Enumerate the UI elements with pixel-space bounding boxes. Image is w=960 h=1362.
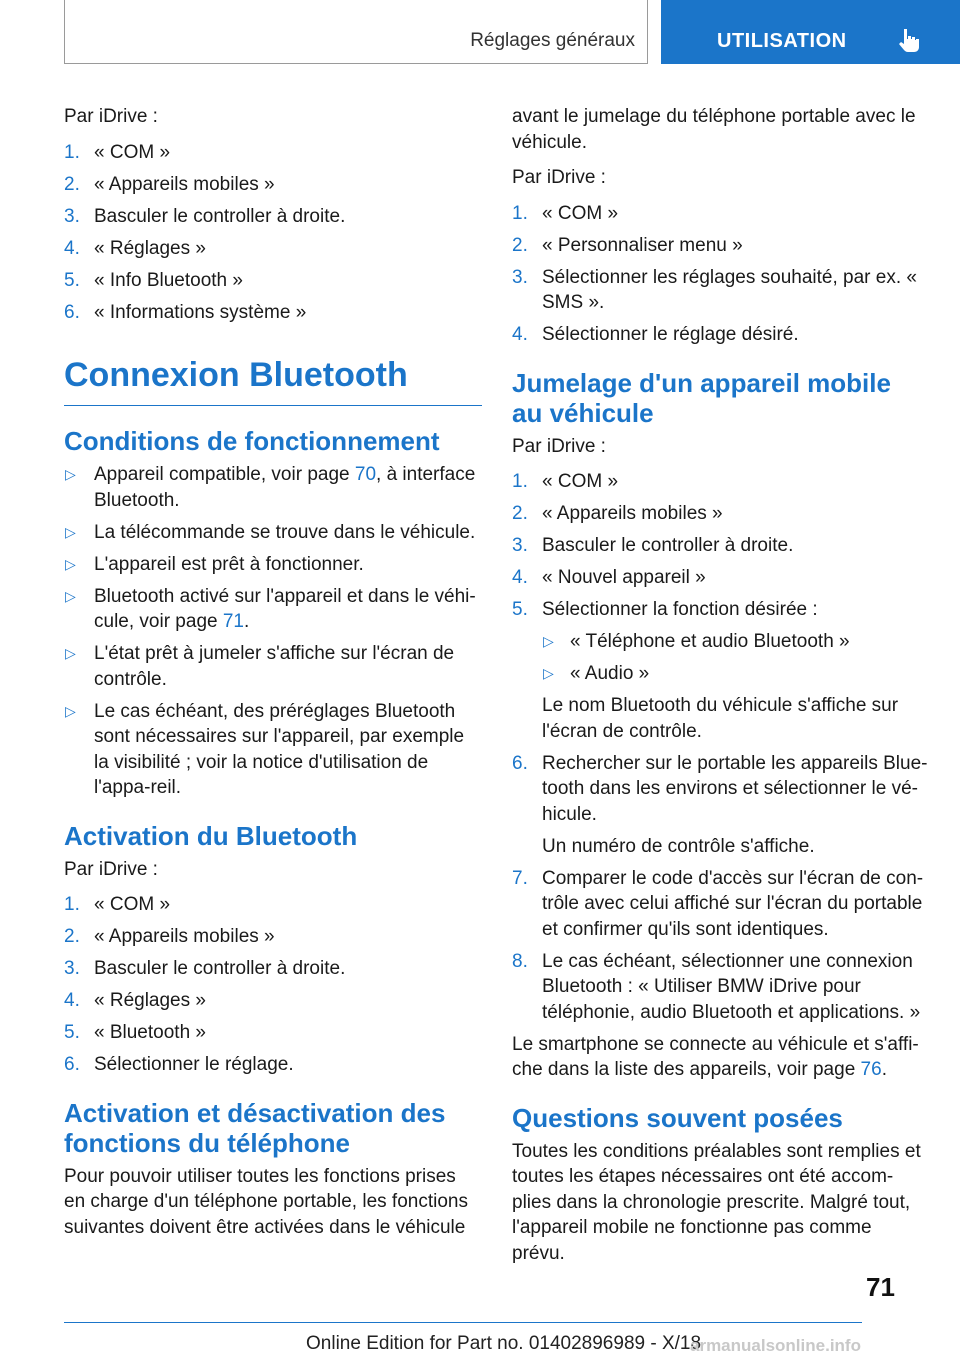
list-item: 3. Basculer le controller à droite. — [64, 958, 346, 979]
list-item: 2. « Personnaliser menu » — [512, 234, 743, 256]
page-link[interactable]: 76 — [860, 1059, 882, 1080]
list-item: 4. Sélectionner le réglage désiré. — [512, 324, 799, 345]
triangle-bullet-icon: ▷ — [65, 702, 76, 719]
conditions-heading: Conditions de fonctionnement — [64, 426, 440, 456]
list-item: ▷ « Audio » — [542, 661, 928, 687]
page-link[interactable]: 71 — [222, 611, 244, 632]
header-chapter-tab — [661, 0, 960, 64]
list-item: 5. Sélectionner la fonction désirée : — [512, 599, 818, 620]
pairing-steps-list — [512, 469, 928, 623]
triangle-bullet-icon: ▷ — [65, 555, 76, 572]
list-item: 8. Le cas échéant, sélectionner une connexion Bluetooth : « Utiliser BMW iDrive pour téléphonie, audio Bluetooth et applications. » — [512, 950, 921, 1023]
footer-divider — [64, 1322, 862, 1323]
header-section-box — [64, 0, 648, 64]
list-item: ▷ Appareil compatible, voir page 70, à interface Bluetooth. — [65, 464, 476, 511]
list-item: ▷ « Téléphone et audio Bluetooth » — [542, 629, 928, 655]
faq-text: Toutes les conditions préalables sont remplies et toutes les étapes nécessaires ont été accom-plies dans la chronologie prescrite. Malgré tout, l'appareil mobile ne fonctionne pas comme prévu. — [512, 1140, 921, 1264]
header-section-title: Réglages généraux — [470, 30, 635, 51]
list-item: ▷ L'état prêt à jumeler s'affiche sur l'écran de contrôle. — [65, 643, 455, 690]
list-item: 6. Rechercher sur le portable les appareils Blue-tooth dans les environs et sélectionner le vé-hicule. — [512, 752, 928, 825]
list-item: 5. « Info Bluetooth » — [64, 269, 243, 291]
faq-heading: Questions souvent posées — [512, 1102, 843, 1133]
triangle-bullet-icon: ▷ — [65, 587, 76, 604]
list-item: 5. « Bluetooth » — [64, 1022, 206, 1043]
pairing-steps-list-end — [512, 866, 928, 1026]
step-note: Un numéro de contrôle s'affiche. — [542, 835, 815, 857]
list-item: 1. « COM » — [512, 471, 619, 492]
list-item: 3. Sélectionner les réglages souhaité, par ex. « SMS ». — [512, 266, 917, 313]
triangle-bullet-icon: ▷ — [543, 665, 554, 681]
activation-steps-list — [64, 892, 482, 1078]
triangle-bullet-icon: ▷ — [65, 523, 76, 540]
pairing-steps-list-cont — [512, 751, 928, 828]
activation-heading: Activation du Bluetooth — [64, 820, 358, 851]
phone-functions-intro: Pour pouvoir utiliser toutes les fonctions prises en charge d'un téléphone portable, les fonctions suivantes doivent être activées dans le véhicule — [64, 1165, 468, 1238]
page-link[interactable]: 70 — [354, 464, 377, 485]
list-item: 4. « Nouvel appareil » — [512, 567, 706, 588]
right-column — [512, 104, 928, 1266]
left-column — [64, 104, 482, 1240]
list-item: 3. Basculer le controller à droite. — [64, 205, 346, 227]
list-item: 2. « Appareils mobiles » — [64, 926, 275, 947]
page-number: 71 — [866, 1272, 895, 1302]
list-item: 2. « Appareils mobiles » — [512, 503, 723, 524]
list-item: ▷ Le cas échéant, des préréglages Bluetooth sont nécessaires sur l'appareil, par exemple la visibilité ; voir la notice d'utilisation de l'appa-reil. — [65, 700, 465, 798]
list-item: 4. « Réglages » — [64, 990, 206, 1011]
phone-functions-heading: Activation et désactivation des fonctions du téléphone — [64, 1097, 446, 1158]
list-item: 1. « COM » — [512, 202, 619, 224]
list-item: 2. « Appareils mobiles » — [64, 173, 275, 195]
pairing-heading: Jumelage d'un appareil mobile au véhicule — [512, 367, 891, 428]
list-item: 3. Basculer le controller à droite. — [512, 535, 794, 556]
list-item: 6. Sélectionner le réglage. — [64, 1054, 294, 1075]
list-item: ▷ L'appareil est prêt à fonctionner. — [64, 552, 482, 578]
continued-text: avant le jumelage du téléphone portable avec le véhicule. — [512, 106, 916, 153]
header-chapter-label: UTILISATION — [717, 30, 847, 52]
list-item: 6. « Informations système » — [64, 301, 307, 323]
pairing-result-text: Le smartphone se connecte au véhicule et s'affi-che dans la liste des appareils, voir page 76. — [512, 1033, 919, 1080]
list-item: 1. « COM » — [64, 141, 171, 163]
hand-pointer-icon — [897, 27, 923, 53]
section-title: Connexion Bluetooth — [64, 355, 482, 406]
idrive-lead: Par iDrive : — [512, 167, 606, 188]
triangle-bullet-icon: ▷ — [65, 466, 76, 482]
list-item: ▷ Bluetooth activé sur l'appareil et dans le véhi-cule, voir page 71. — [65, 585, 476, 632]
idrive-lead: Par iDrive : — [512, 435, 606, 457]
watermark: armanualsonline.info — [690, 1336, 861, 1355]
list-item: 1. « COM » — [64, 894, 171, 915]
idrive-lead: Par iDrive : — [64, 106, 158, 127]
list-item: 7. Comparer le code d'accès sur l'écran de con-trôle avec celui affiché sur l'écran du portable et confirmer qu'ils sont identiques. — [512, 867, 924, 940]
footer-edition: Online Edition for Part no. 01402896989 - X/18 — [306, 1333, 702, 1354]
info-steps-list — [64, 140, 482, 326]
function-options-list — [542, 629, 928, 687]
triangle-bullet-icon: ▷ — [65, 645, 76, 661]
list-item: ▷ La télécommande se trouve dans le véhicule. — [64, 520, 482, 546]
list-item: 4. « Réglages » — [64, 237, 206, 259]
step-note: Le nom Bluetooth du véhicule s'affiche sur l'écran de contrôle. — [542, 695, 899, 742]
conditions-list — [64, 462, 482, 801]
menu-steps-list — [512, 201, 928, 348]
idrive-lead: Par iDrive : — [64, 858, 158, 880]
triangle-bullet-icon: ▷ — [543, 633, 554, 649]
